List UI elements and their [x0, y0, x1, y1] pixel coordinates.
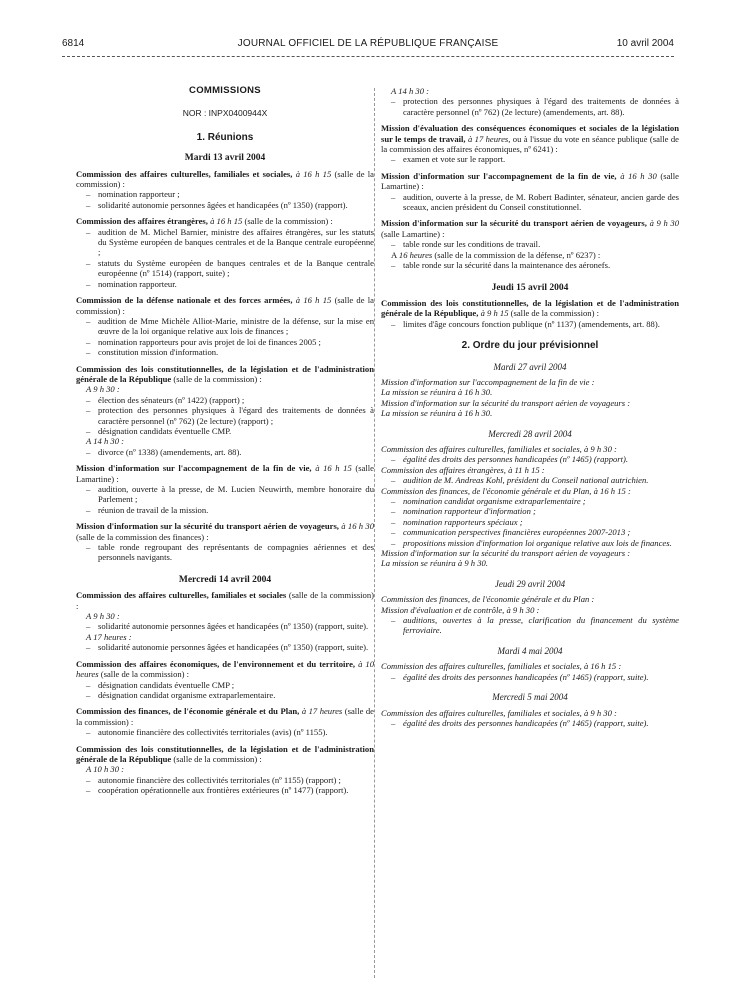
forecast-line: La mission se réunira à 16 h 30. [381, 387, 493, 398]
agenda-item: – audition, ouverte à la presse, de M. Robert Badinter, sénateur, ancien garde des sceaux, ancien président du Conseil constitutionnel. [391, 192, 679, 213]
agenda-item: – nomination rapporteurs pour avis projet de loi de finances 2005 ; [86, 337, 374, 347]
section-heading: COMMISSIONS [189, 85, 261, 96]
day-heading: Mercredi 5 mai 2004 [492, 692, 568, 703]
agenda-list [381, 615, 679, 636]
agenda-item: – élection des sénateurs (nº 1422) (rapport) ; [86, 395, 374, 405]
agenda-list [381, 154, 679, 164]
agenda-list [76, 642, 374, 652]
time-slot: A 14 h 30 : [391, 86, 430, 96]
agenda-item: – coopération opérationnelle aux frontières extérieures (nº 1477) (rapport). [86, 785, 374, 795]
agenda-item: – audition, ouverte à la presse, de M. Lucien Neuwirth, membre honoraire du Parlement ; [86, 484, 374, 505]
agenda-item: – autonomie financière des collectivités territoriales (nº 1155) (rapport) ; [86, 775, 374, 785]
forecast-line: Commission des finances, de l'économie générale et du Plan : [381, 594, 595, 605]
agenda-item: – table ronde sur les conditions de travail. [391, 239, 679, 249]
agenda-list [76, 395, 374, 437]
left-column [76, 86, 374, 802]
header-rule [62, 56, 674, 57]
agenda-item: – divorce (nº 1338) (amendements, art. 88). [86, 447, 374, 457]
agenda-list [76, 316, 374, 358]
agenda-list [381, 96, 679, 117]
agenda-item: – propositions mission d'information loi organique relative aux lois de finances. [391, 538, 679, 548]
meeting-title: Mission d'information sur l'accompagnement de la fin de vie, à 16 h 30 (salle Lamartine) : [381, 170, 680, 192]
agenda-list [76, 227, 374, 289]
agenda-list [76, 542, 374, 563]
agenda-list [381, 319, 679, 329]
nor-reference: NOR : INPX0400944X [182, 108, 268, 119]
forecast-line: Mission d'information sur la sécurité du transport aérien de voyageurs : [381, 397, 631, 408]
meeting-title: Commission des affaires économiques, de l'environnement et du territoire, à 10 heures (salle de la commission) : [76, 658, 375, 680]
agenda-list [76, 484, 374, 515]
forecast-line: La mission se réunira à 9 h 30. [381, 558, 488, 569]
agenda-item: – auditions, ouvertes à la presse, clarification du financement du système ferroviaire. [391, 615, 679, 636]
meeting-title: Commission des affaires culturelles, familiales et sociales (salle de la commission) : [76, 590, 375, 611]
meeting-title: Commission de la défense nationale et des forces armées, à 16 h 15 (salle de la commission) : [76, 295, 374, 316]
agenda-item: – statuts du Système européen de banques centrales et de la Banque centrale européenne (nº 1514) (rapport, suite) ; [86, 258, 374, 279]
right-column [381, 86, 679, 728]
agenda-item: – désignation candidats éventuelle CMP ; [86, 680, 374, 690]
day-heading: Jeudi 29 avril 2004 [494, 578, 566, 589]
day-heading: Mardi 27 avril 2004 [493, 361, 567, 372]
agenda-item: – nomination rapporteur. [86, 279, 374, 289]
agenda-item: – nomination rapporteur d'information ; [391, 506, 679, 516]
forecast-line: Commission des affaires culturelles, familiales et sociales, à 9 h 30 : [381, 443, 617, 454]
agenda-item: – solidarité autonomie personnes âgées et handicapées (nº 1350) (rapport, suite). [86, 642, 374, 652]
day-heading: Mercredi 14 avril 2004 [178, 574, 272, 585]
time-slot: A 10 h 30 : [86, 764, 125, 775]
meeting-block [76, 295, 374, 357]
agenda-item: – égalité des droits des personnes handicapées (nº 1465) (rapport). [391, 454, 679, 464]
issue-date: 10 avril 2004 [616, 38, 674, 49]
agenda-item: – solidarité autonomie personnes âgées et handicapées (nº 1350) (rapport, suite). [86, 621, 374, 631]
meeting-title: Commission des lois constitutionnelles, de la législation et de l'administration générale de la République (salle de la commission) : [76, 743, 374, 764]
meeting-title: Commission des finances, de l'économie générale et du Plan, à 17 heures (salle de la commission) : [76, 706, 374, 727]
meeting-block [381, 298, 679, 329]
agenda-list [381, 718, 679, 728]
page-header [62, 38, 674, 56]
agenda-item: – audition de M. Michel Barnier, ministre des affaires étrangères, sur les statuts du Système européen de banques centrales et de la Banque centrale européenne ; [86, 227, 374, 258]
time-slot: A 9 h 30 : [86, 611, 120, 622]
forecast-line: Commission des affaires étrangères, à 11 h 15 : [381, 464, 545, 475]
agenda-item: – table ronde sur la sécurité dans la maintenance des aéronefs. [391, 260, 679, 270]
agenda-item: – protection des personnes physiques à l'égard des traitements de données à caractère personnel (nº 762) (2e lecture) (amendements, art. 88). [391, 96, 679, 117]
meeting-block [76, 169, 374, 211]
forecast-line: La mission se réunira à 16 h 30. [381, 408, 493, 419]
forecast-line: Commission des finances, de l'économie générale et du Plan, à 16 h 15 : [381, 485, 631, 496]
agenda-list [381, 260, 679, 270]
meeting-block [76, 521, 374, 563]
agenda-item: – communication perspectives financières européennes 2007-2013 ; [391, 527, 679, 537]
forecast-line: Commission des affaires culturelles, familiales et sociales, à 9 h 30 : [381, 707, 617, 718]
meeting-block [381, 123, 679, 165]
meeting-block [76, 590, 374, 652]
page-number: 6814 [62, 38, 85, 49]
day-heading: Mardi 13 avril 2004 [184, 153, 266, 164]
agenda-list [381, 239, 679, 249]
forecast-line: Commission des affaires culturelles, familiales et sociales, à 16 h 15 : [381, 661, 622, 672]
section-title-reunions: 1. Réunions [196, 131, 254, 143]
agenda-item: – protection des personnes physiques à l'égard des traitements de données à caractère personnel (nº 762) (2e lecture) (rapport) ; [86, 405, 374, 426]
agenda-list [381, 192, 679, 213]
agenda-list [76, 189, 374, 210]
meeting-title: Mission d'information sur la sécurité du transport aérien de voyageurs, à 16 h 30 (salle de la commission des finances) : [76, 521, 375, 542]
agenda-item: – nomination rapporteurs spéciaux ; [391, 517, 679, 527]
meeting-title: Mission d'information sur l'accompagnement de la fin de vie, à 16 h 15 (salle Lamartine) : [76, 463, 375, 484]
agenda-item: – autonomie financière des collectivités territoriales (avis) (nº 1155). [86, 727, 374, 737]
agenda-item: – désignation candidats éventuelle CMP. [86, 426, 374, 436]
meeting-title: Mission d'information sur la sécurité du transport aérien de voyageurs, à 9 h 30 (salle Lamartine) : [381, 218, 680, 239]
forecast-line: Mission d'évaluation et de contrôle, à 9 h 30 : [381, 604, 540, 615]
agenda-list [76, 727, 374, 737]
agenda-item: – nomination candidat organisme extraparlementaire ; [391, 496, 679, 506]
agenda-list [381, 672, 679, 682]
agenda-list [381, 475, 679, 485]
column-divider [374, 88, 375, 978]
day-heading: Mercredi 28 avril 2004 [488, 428, 572, 439]
forecast-agenda [381, 362, 679, 729]
meeting-block [381, 218, 679, 270]
day-heading: Jeudi 15 avril 2004 [491, 282, 569, 293]
forecast-line: Mission d'information sur la sécurité du transport aérien de voyageurs : [381, 548, 631, 559]
meeting-block [76, 744, 374, 796]
section-title-ordre-du-jour: 2. Ordre du jour prévisionnel [461, 340, 599, 352]
meeting-block [76, 659, 374, 701]
agenda-item: – limites d'âge concours fonction publique (nº 1137) (amendements, art. 88). [391, 319, 679, 329]
meeting-title: Commission des affaires culturelles, familiales et sociales, à 16 h 15 (salle de la commission) : [76, 168, 374, 190]
agenda-item: – solidarité autonomie personnes âgées et handicapées (nº 1350) (rapport). [86, 200, 374, 210]
meeting-block [76, 706, 374, 737]
agenda-item: – audition de M. Andreas Kohl, président du Conseil national autrichien. [391, 475, 679, 485]
agenda-list [76, 621, 374, 631]
agenda-item: – désignation candidat organisme extraparlementaire. [86, 690, 374, 700]
agenda-item: – examen et vote sur le rapport. [391, 154, 679, 164]
meeting-block [76, 463, 374, 515]
agenda-item: – table ronde regroupant des représentants de compagnies aériennes et des personnels navigants. [86, 542, 374, 563]
agenda-list [76, 447, 374, 457]
time-slot: A 9 h 30 : [86, 384, 120, 395]
meeting-title: Commission des lois constitutionnelles, de la législation et de l'administration générale de la République (salle de la commission) : [76, 363, 374, 384]
time-slot: A 14 h 30 : [86, 436, 125, 447]
agenda-list [381, 454, 679, 464]
meeting-block [381, 171, 679, 213]
agenda-list [76, 680, 374, 701]
agenda-item: – constitution mission d'information. [86, 347, 374, 357]
agenda-item: – égalité des droits des personnes handicapées (nº 1465) (rapport, suite). [391, 718, 679, 728]
agenda-item: – audition de Mme Michèle Alliot-Marie, ministre de la défense, sur la mise en œuvre de la loi organique relative aux lois de finances ; [86, 316, 374, 337]
forecast-line: Mission d'information sur l'accompagnement de la fin de vie : [381, 376, 595, 387]
agenda-item: – nomination rapporteur ; [86, 189, 374, 199]
meeting-block [381, 86, 679, 117]
agenda-item: – égalité des droits des personnes handicapées (nº 1465) (rapport, suite). [391, 672, 679, 682]
meeting-block [76, 216, 374, 289]
time-slot: A 17 heures : [86, 631, 132, 642]
agenda-list [381, 496, 679, 548]
time-slot: A 16 heures (salle de la commission de la défense, nº 6237) : [391, 249, 601, 260]
agenda-list [76, 775, 374, 796]
meeting-title: Mission d'évaluation des conséquences économiques et sociales de la législation sur le temps de travail, à 17 heures, ou à l'issue du vote en séance publique (salle de la commission des affaires économiques, nº 6241) : [381, 123, 679, 155]
meeting-title: Commission des affaires étrangères, à 16 h 15 (salle de la commission) : [76, 216, 333, 227]
meeting-title: Commission des lois constitutionnelles, de la législation et de l'administration générale de la République, à 9 h 15 (salle de la commission) : [381, 297, 679, 319]
meeting-block [76, 364, 374, 458]
journal-title: JOURNAL OFFICIEL DE LA RÉPUBLIQUE FRANÇAISE [237, 38, 499, 49]
agenda-item: – réunion de travail de la mission. [86, 505, 374, 515]
day-heading: Mardi 4 mai 2004 [497, 645, 563, 656]
